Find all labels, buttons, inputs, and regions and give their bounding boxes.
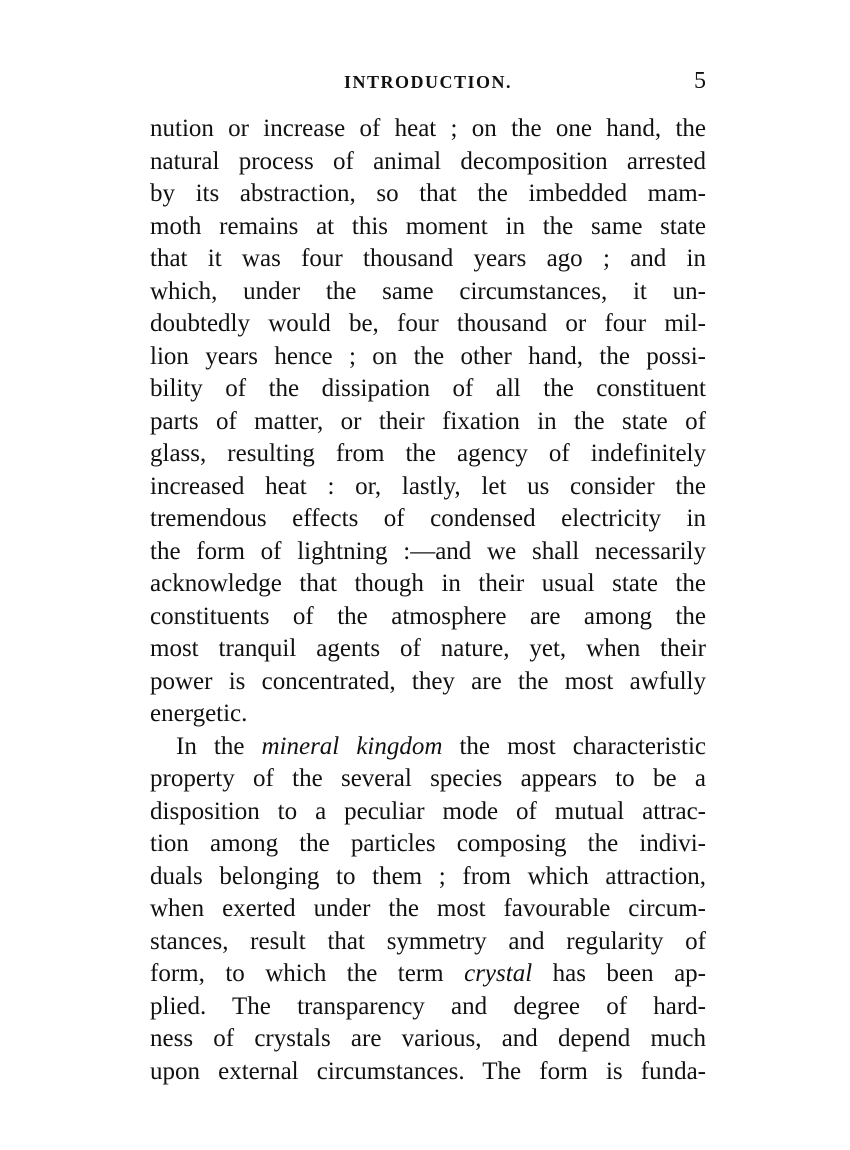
- text-line: parts of matter, or their fixation in the state of: [150, 407, 706, 435]
- emphasis-mineral-kingdom: mineral kingdom: [261, 732, 443, 760]
- text-line: when exerted under the most favourable circum-: [150, 895, 706, 922]
- text-line: glass, resulting from the agency of indefinitely: [150, 440, 706, 467]
- text-line: plied. The transparency and degree of hard-: [150, 992, 706, 1020]
- text-line: most tranquil agents of nature, yet, when their: [150, 635, 706, 662]
- text-run: has been ap-: [532, 960, 706, 987]
- text-line: moth remains at this moment in the same state: [150, 212, 706, 240]
- text-line: which, under the same circumstances, it un-: [150, 277, 706, 305]
- text-line: upon external circumstances. The form is funda-: [150, 1057, 706, 1085]
- text-line: ness of crystals are various, and depend much: [150, 1025, 706, 1052]
- text-line: nution or increase of heat ; on the one hand, the: [150, 115, 706, 142]
- text-line: doubtedly would be, four thousand or four mil-: [150, 310, 706, 337]
- text-line: property of the several species appears to be a: [150, 765, 706, 792]
- text-line: tremendous effects of condensed electricity in: [150, 505, 706, 532]
- text-line: that it was four thousand years ago ; and in: [150, 245, 706, 272]
- text-line: acknowledge that though in their usual state the: [150, 570, 706, 597]
- text-run: In the: [176, 732, 262, 760]
- text-line: the form of lightning :—and we shall necessarily: [150, 537, 706, 565]
- text-line: tion among the particles composing the indivi-: [150, 830, 706, 857]
- text-line: stances, result that symmetry and regularity of: [150, 927, 706, 955]
- text-line: by its abstraction, so that the imbedded mam-: [150, 180, 706, 207]
- text-run: the most characteristic: [442, 732, 706, 760]
- text-line: natural process of animal decomposition arrested: [150, 147, 706, 175]
- paragraph-end-line: energetic.: [150, 700, 248, 727]
- running-head: [150, 68, 706, 102]
- emphasis-crystal: crystal: [464, 960, 533, 987]
- text-line: power is concentrated, they are the most awfully: [150, 667, 706, 695]
- text-line: constituents of the atmosphere are among the: [150, 602, 706, 630]
- text-line: lion years hence ; on the other hand, the possi-: [150, 342, 706, 370]
- page-number: 5: [694, 68, 706, 94]
- paragraph-start-line: [150, 731, 706, 764]
- text-line: disposition to a peculiar mode of mutual attrac-: [150, 797, 706, 825]
- text-line: bility of the dissipation of all the constituent: [150, 375, 706, 402]
- text-run: form, to which the term: [150, 960, 465, 987]
- body-text: [150, 113, 706, 1088]
- text-line: [150, 958, 706, 991]
- text-line: increased heat : or, lastly, let us consider the: [150, 472, 706, 500]
- running-head-title: INTRODUCTION.: [343, 72, 513, 92]
- text-line: duals belonging to them ; from which attraction,: [150, 862, 706, 890]
